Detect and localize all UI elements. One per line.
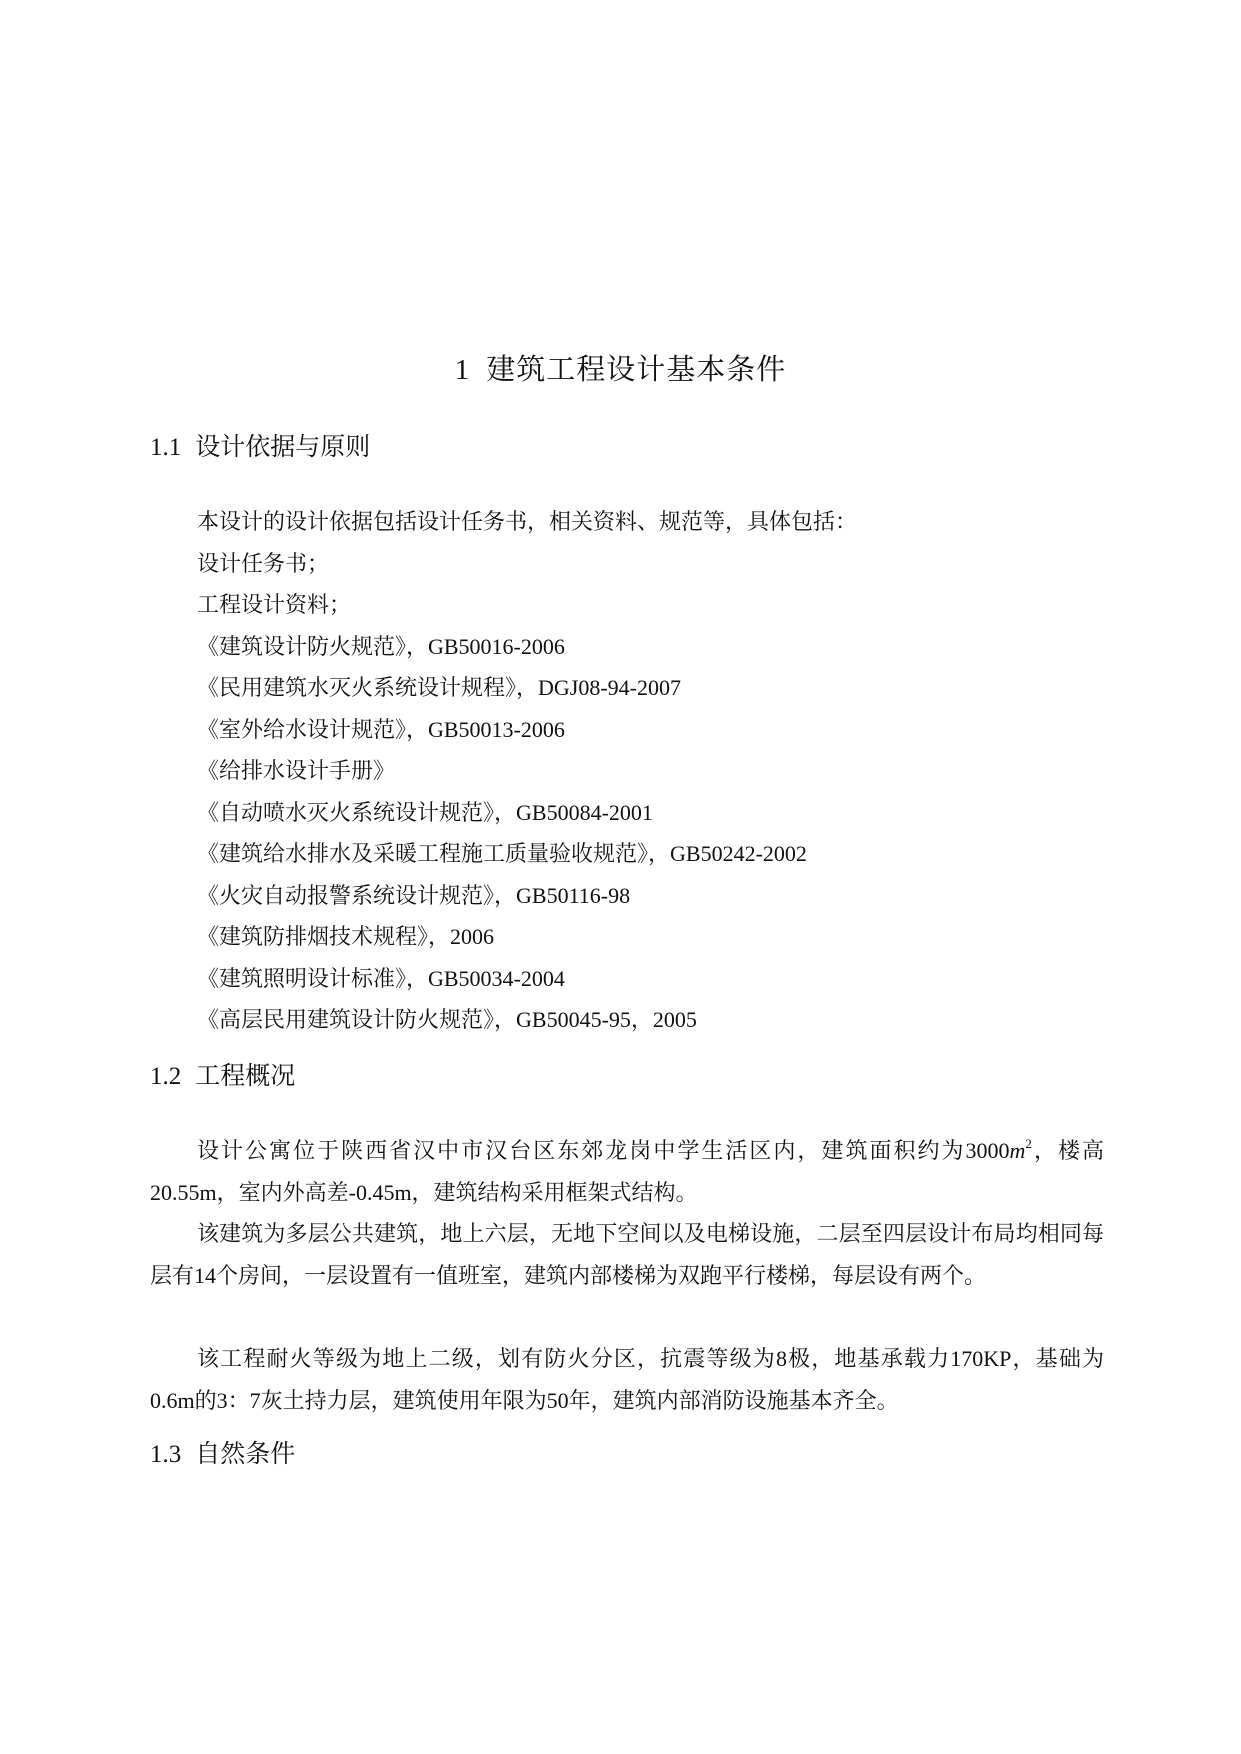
basis-item: 设计任务书； bbox=[197, 550, 330, 576]
overview-paragraph-2: 该建筑为多层公共建筑，地上六层，无地下空间以及电梯设施，二层至四层设计布局均相同每层有14个房间，一层设置有一值班室，建筑内部楼梯为双跑平行楼梯，每层设有两个。 bbox=[150, 1221, 1104, 1288]
basis-item: 《高层民用建筑设计防火规范》，GB50045-95，2005 bbox=[197, 1007, 697, 1032]
overview-paragraph-3: 该工程耐火等级为地上二级，划有防火分区，抗震等级为8极，地基承载力170KP，基础为0.6m的3：7灰土持力层，建筑使用年限为50年，建筑内部消防设施基本齐全。 bbox=[150, 1346, 1104, 1413]
chapter-number: 1 bbox=[454, 354, 471, 386]
overview-paragraph-1 bbox=[150, 1130, 1104, 1213]
basis-item: 《建筑给水排水及采暖工程施工质量验收规范》，GB50242-2002 bbox=[197, 841, 807, 866]
section-number: 1.3 bbox=[150, 1441, 182, 1468]
design-basis-list bbox=[197, 501, 857, 1041]
section-heading-1-2 bbox=[150, 1058, 295, 1095]
basis-item: 《民用建筑水灭火系统设计规程》，DGJ08-94-2007 bbox=[197, 675, 681, 700]
basis-item: 《建筑防排烟技术规程》，2006 bbox=[197, 924, 495, 949]
basis-item: 《给排水设计手册》 bbox=[197, 758, 396, 783]
overview-text: ，楼高20.55m，室内外高差-0.45m，建筑结构采用框架式结构。 bbox=[150, 1138, 1104, 1205]
chapter-title bbox=[0, 349, 1241, 390]
chapter-title-text: 建筑工程设计基本条件 bbox=[486, 352, 787, 386]
basis-intro: 本设计的设计依据包括设计任务书，相关资料、规范等，具体包括： bbox=[197, 509, 858, 534]
area-unit-superscript: 2 bbox=[1025, 1136, 1032, 1151]
basis-item: 《建筑照明设计标准》，GB50034-2004 bbox=[197, 965, 565, 991]
section-title: 自然条件 bbox=[195, 1439, 296, 1468]
basis-item: 《火灾自动报警系统设计规范》，GB50116-98 bbox=[197, 882, 631, 908]
basis-item: 工程设计资料； bbox=[197, 592, 352, 617]
basis-item: 《自动喷水灭火系统设计规范》，GB50084-2001 bbox=[197, 799, 653, 825]
basis-item: 《室外给水设计规范》，GB50013-2006 bbox=[197, 716, 565, 742]
section-number: 1.1 bbox=[150, 434, 182, 461]
overview-text: 设计公寓位于陕西省汉中市汉台区东郊龙岗中学生活区内，建筑面积约为3000 bbox=[197, 1138, 1010, 1163]
area-unit: m bbox=[1009, 1138, 1026, 1163]
section-heading-1-1 bbox=[150, 429, 370, 466]
section-heading-1-3 bbox=[150, 1436, 295, 1473]
section-title: 工程概况 bbox=[195, 1061, 296, 1090]
section-title: 设计依据与原则 bbox=[195, 432, 371, 461]
basis-item: 《建筑设计防火规范》，GB50016-2006 bbox=[197, 633, 565, 659]
section-number: 1.2 bbox=[150, 1063, 182, 1090]
